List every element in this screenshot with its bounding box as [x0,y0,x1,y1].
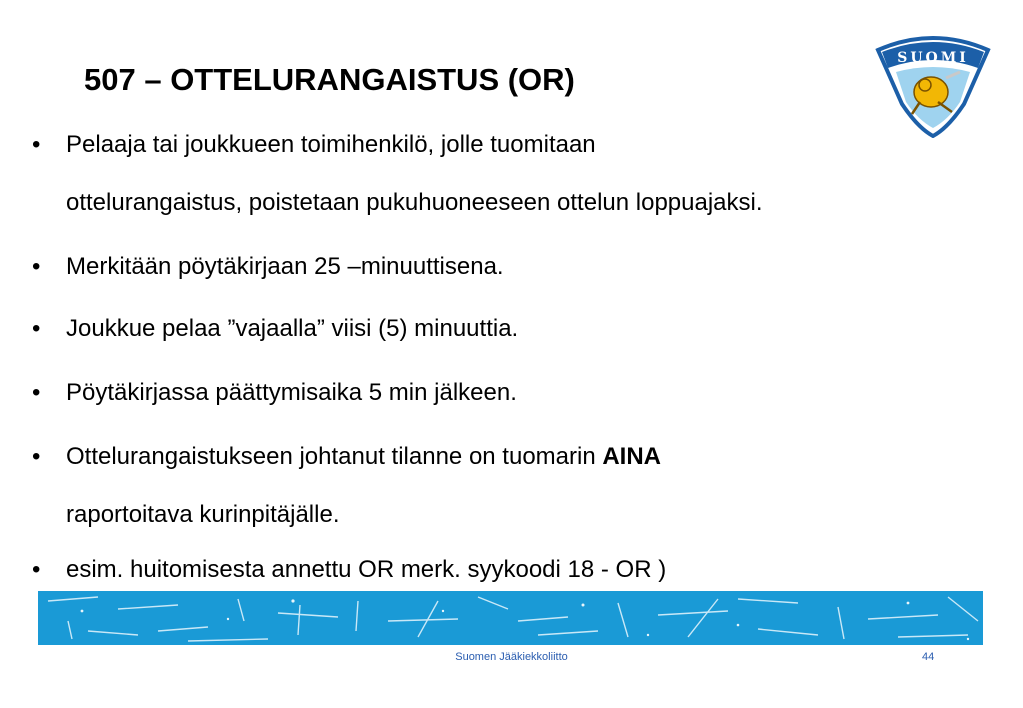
bullet-dot: • [32,131,41,158]
bullet-item [32,442,661,530]
bullet-text: Pöytäkirjassa päättymisaika 5 min jälkeen. [66,379,517,406]
bullet-dot: • [32,315,41,342]
ice-texture-band [38,591,983,645]
footer-organization: Suomen Jääkiekkoliitto [455,651,568,663]
bullet-item [32,314,518,344]
bullet-dot: • [32,253,41,280]
suomi-lion-logo [868,32,998,138]
bullet-text-line2: ottelurangaistus, poistetaan pukuhuoneeseen ottelun loppuajaksi. [66,189,763,216]
bullet-dot: • [32,443,41,470]
bullet-text: esim. huitomisesta annettu OR merk. syykoodi 18 - OR ) [66,556,667,583]
bullet-text: Joukkue pelaa ”vajaalla” viisi (5) minuuttia. [66,315,519,342]
bullet-text-line1: Ottelurangaistukseen johtanut tilanne on tuomarin [66,443,603,470]
logo-text: SUOMI [897,50,969,66]
page-number: 44 [922,651,935,663]
bullet-dot: • [32,379,41,406]
bullet-text: Merkitään pöytäkirjaan 25 –minuuttisena. [66,253,504,280]
slide-title: 507 – OTTELURANGAISTUS (OR) [84,62,575,97]
bullet-text-line2: raportoitava kurinpitäjälle. [66,501,340,528]
bullet-item [32,252,504,282]
bullet-item [32,378,517,408]
bullet-item [32,555,666,585]
bullet-item [32,130,763,218]
emphasis-text: AINA [602,443,662,470]
bullet-dot: • [32,556,41,583]
bullet-text-line1: Pelaaja tai joukkueen toimihenkilö, jolle tuomitaan [66,131,596,158]
